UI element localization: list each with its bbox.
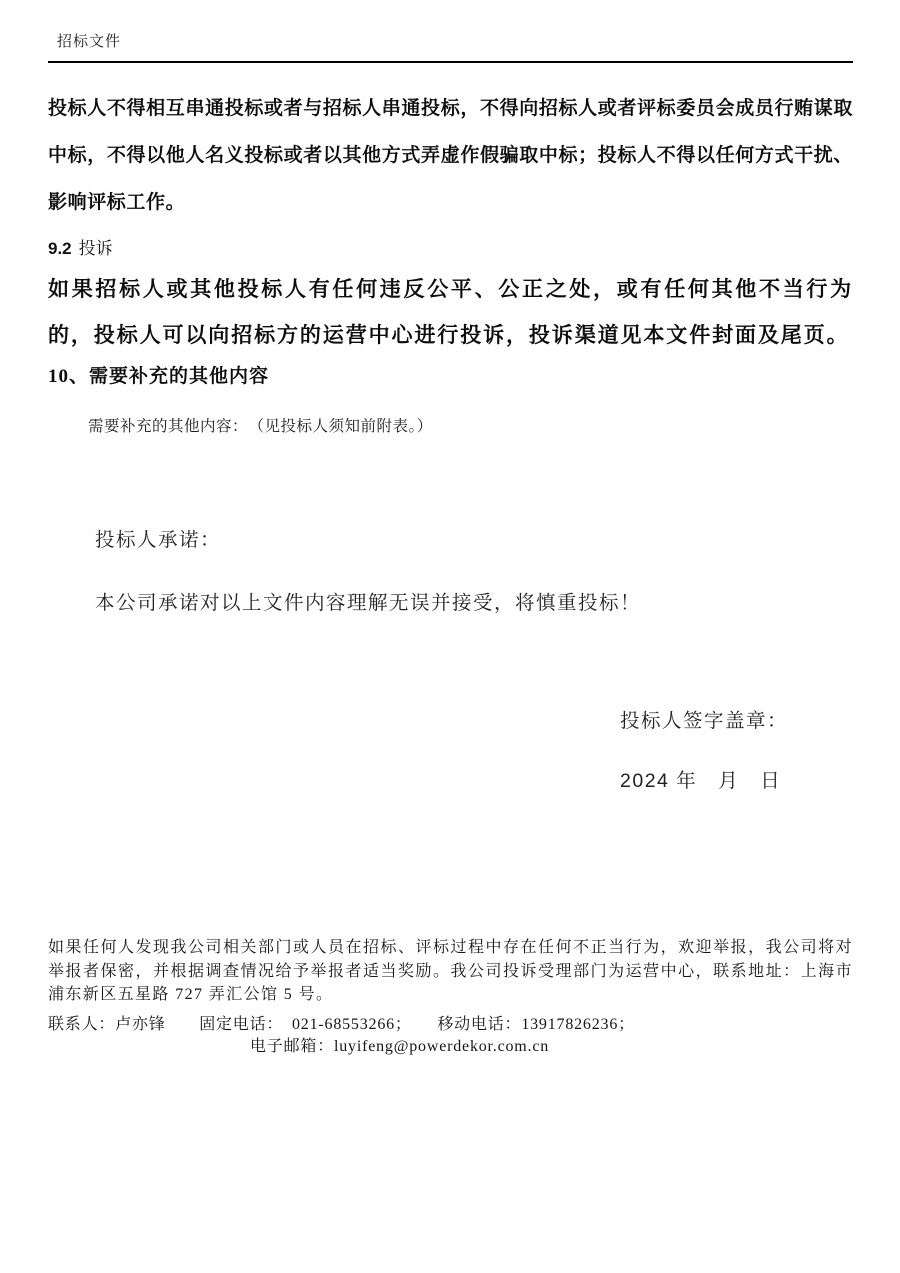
paragraph-line: 举报者保密，并根据调查情况给予举报者适当奖励。我公司投诉受理部门为运营中心，联系地址：上海市 [48, 962, 853, 980]
paragraph-line: 如果招标人或其他投标人有任何违反公平、公正之处，或有任何其他不当行为 [48, 278, 853, 301]
paragraph-line: 投标人不得相互串通投标或者与招标人串通投标，不得向招标人或者评标委员会成员行贿谋取 [48, 98, 853, 119]
contact-line: 联系人：卢亦锋 固定电话： 021-68553266； 移动电话：13917826236； [48, 1016, 635, 1033]
section-9-2-heading [48, 234, 113, 259]
paragraph-line: 如果任何人发现我公司相关部门或人员在招标、评标过程中存在任何不正当行为，欢迎举报，我公司将对 [48, 939, 853, 956]
section-number: 9.2 [48, 239, 72, 258]
paragraph-line: 影响评标工作。 [48, 192, 186, 213]
supplement-note: 需要补充的其他内容： （见投标人须知前附表。） [88, 418, 433, 435]
section-title: 投诉 [78, 239, 113, 258]
page-header-title: 招标文件 [57, 34, 122, 50]
bidder-promise-statement: 本公司承诺对以上文件内容理解无误并接受，将慎重投标！ [95, 592, 642, 614]
paragraph-line: 浦东新区五星路 727 弄汇公馆 5 号。 [48, 986, 334, 1003]
signature-seal-label: 投标人签字盖章： [620, 710, 789, 732]
paragraph-line: 中标，不得以他人名义投标或者以其他方式弄虚作假骗取中标；投标人不得以任何方式干扰、 [48, 145, 853, 166]
section-10-heading: 10、需要补充的其他内容 [48, 366, 270, 387]
header-divider [48, 61, 853, 63]
anti-collusion-paragraph [48, 85, 853, 226]
date-line: 2024 年 月 日 [620, 770, 782, 792]
complaint-paragraph [48, 267, 853, 359]
report-notice-paragraph [48, 936, 853, 1007]
bidder-promise-label: 投标人承诺： [95, 529, 222, 551]
email-line: 电子邮箱：luyifeng@powerdekor.com.cn [250, 1038, 550, 1055]
paragraph-line: 的，投标人可以向招标方的运营中心进行投诉，投诉渠道见本文件封面及尾页。 [48, 324, 850, 347]
